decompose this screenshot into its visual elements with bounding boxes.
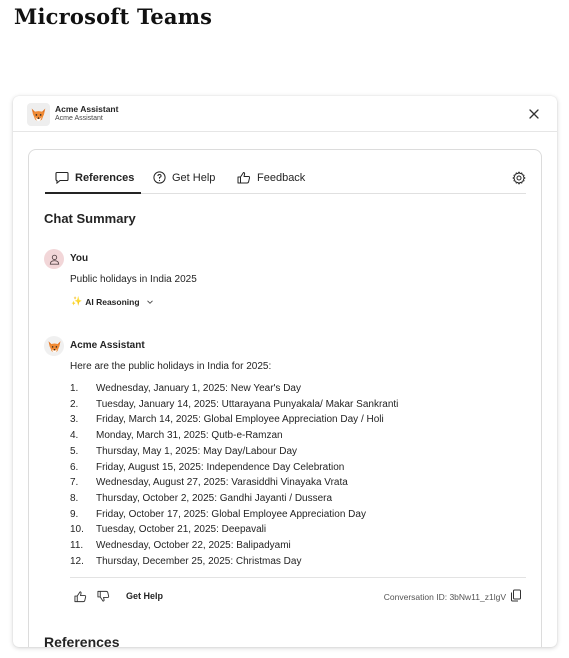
thumbs-down-icon <box>97 590 110 603</box>
app-logo-icon <box>27 103 50 126</box>
dislike-button[interactable] <box>97 590 111 604</box>
holiday-text: Thursday, December 25, 2025: Christmas Day <box>96 555 302 567</box>
holiday-text: Monday, March 31, 2025: Qutb-e-Ramzan <box>96 430 283 442</box>
ai-reasoning-label: AI Reasoning <box>85 296 140 307</box>
app-subtitle: Acme Assistant <box>55 115 103 122</box>
gear-icon <box>512 171 526 185</box>
holiday-number: 9. <box>70 508 79 520</box>
chat-summary-card <box>28 149 542 647</box>
holiday-item <box>70 444 520 460</box>
tab-get-help-label: Get Help <box>172 171 216 184</box>
tab-references-label: References <box>75 171 135 184</box>
holiday-item <box>70 412 520 428</box>
holiday-number: 5. <box>70 445 79 457</box>
get-help-link[interactable]: Get Help <box>126 591 164 601</box>
holiday-item <box>70 475 520 491</box>
assistant-dialog <box>13 96 557 647</box>
holiday-number: 7. <box>70 477 79 489</box>
help-circle-icon <box>153 171 166 184</box>
message-divider <box>70 577 526 578</box>
holiday-item <box>70 397 520 413</box>
holiday-item <box>70 460 520 476</box>
holiday-text: Wednesday, January 1, 2025: New Year's Day <box>96 383 301 394</box>
fox-logo-icon <box>47 339 62 354</box>
thumbs-up-icon <box>74 590 87 603</box>
holiday-item <box>70 554 520 570</box>
holiday-item <box>70 428 520 444</box>
holiday-number: 8. <box>70 493 79 505</box>
assistant-sender-name: Acme Assistant <box>70 340 145 351</box>
holiday-text: Friday, August 15, 2025: Independence Day Celebration <box>96 461 345 473</box>
tab-feedback[interactable] <box>237 162 305 193</box>
tab-references[interactable] <box>45 162 141 193</box>
sparkle-icon: ✨ <box>71 296 83 306</box>
holiday-text: Tuesday, October 21, 2025: Deepavali <box>96 524 267 536</box>
holiday-number: 12. <box>70 555 84 567</box>
assistant-avatar <box>44 336 64 356</box>
holiday-number: 1. <box>70 383 79 394</box>
tab-feedback-label: Feedback <box>257 171 306 184</box>
copy-icon <box>510 589 522 602</box>
holiday-text: Wednesday, August 27, 2025: Varasiddhi Vinayaka Vrata <box>96 477 348 489</box>
holiday-item <box>70 538 520 554</box>
holiday-text: Thursday, May 1, 2025: May Day/Labour Day <box>96 445 298 457</box>
holiday-item <box>70 491 520 507</box>
references-heading: References <box>44 634 120 647</box>
dialog-header <box>13 96 557 132</box>
holiday-text: Tuesday, January 14, 2025: Uttarayana Punyakala/ Makar Sankranti <box>96 398 399 410</box>
holiday-text: Wednesday, October 22, 2025: Balipadyami <box>96 540 291 552</box>
thumbs-up-icon <box>237 171 251 184</box>
holiday-list <box>70 381 520 570</box>
user-avatar <box>44 249 64 269</box>
holiday-text: Thursday, October 2, 2025: Gandhi Jayanti / Dussera <box>96 493 333 505</box>
copy-button[interactable] <box>510 589 524 603</box>
user-sender-name: You <box>70 253 89 264</box>
page-title: Microsoft Teams <box>14 4 213 29</box>
holiday-item <box>70 381 520 397</box>
holiday-item <box>70 522 520 538</box>
ai-reasoning-toggle[interactable] <box>71 296 154 307</box>
chevron-down-icon <box>146 298 154 306</box>
holiday-number: 3. <box>70 414 79 426</box>
holiday-text: Friday, March 14, 2025: Global Employee Appreciation Day / Holi <box>96 414 384 426</box>
tab-get-help[interactable] <box>153 162 215 193</box>
holiday-text: Friday, October 17, 2025: Global Employee Appreciation Day <box>96 508 366 520</box>
chat-summary-title: Chat Summary <box>44 211 136 226</box>
like-button[interactable] <box>74 590 88 604</box>
app-name: Acme Assistant <box>55 104 119 114</box>
holiday-number: 2. <box>70 398 79 410</box>
holiday-number: 6. <box>70 461 79 473</box>
close-button[interactable] <box>525 105 543 123</box>
person-icon <box>49 254 60 265</box>
tab-bar <box>45 162 526 194</box>
conversation-id: Conversation ID: 3bNw11_z1lgV <box>383 592 506 602</box>
holiday-number: 11. <box>70 540 84 552</box>
user-message-text: Public holidays in India 2025 <box>70 274 197 285</box>
chat-bubble-icon <box>55 171 69 184</box>
settings-button[interactable] <box>512 171 526 185</box>
assistant-intro-text: Here are the public holidays in India for 2025: <box>70 361 272 372</box>
holiday-number: 4. <box>70 430 79 442</box>
holiday-item <box>70 507 520 523</box>
message-footer <box>70 587 526 607</box>
close-icon <box>529 109 539 119</box>
holiday-number: 10. <box>70 524 84 536</box>
